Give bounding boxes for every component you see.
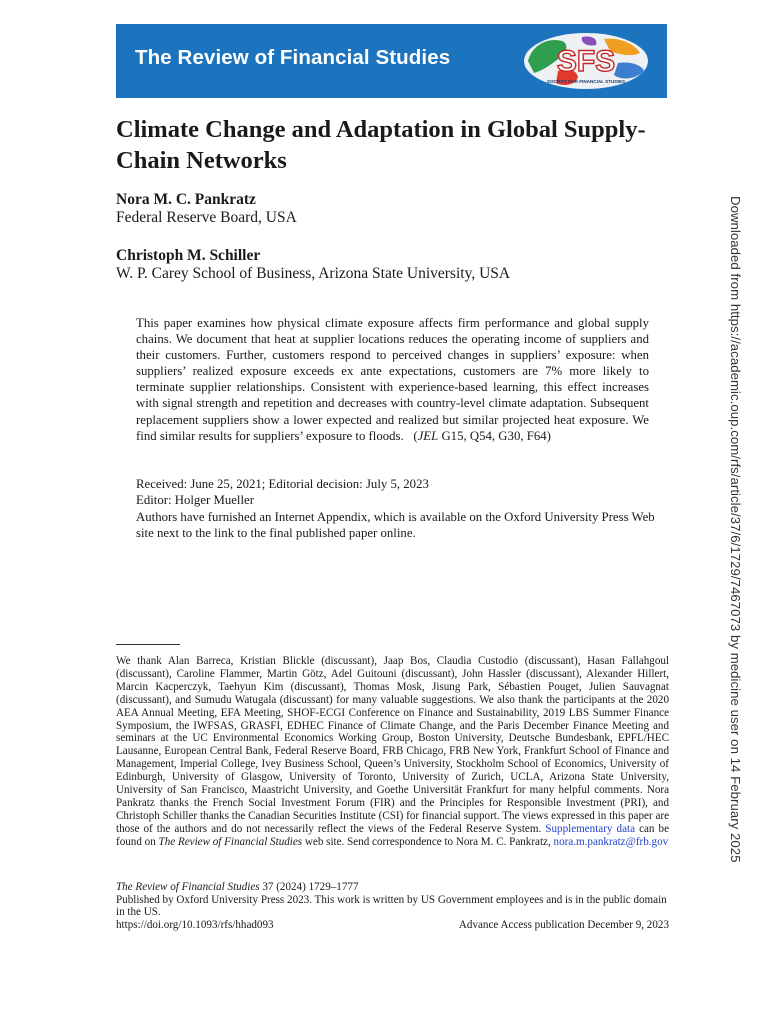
citation-line — [116, 881, 669, 894]
download-stamp-text: Downloaded from https://academic.oup.com/rfs/article/37/6/1729/7467073 by medicine user on 14 February 2025 — [728, 196, 743, 863]
publication-info — [116, 881, 669, 931]
internet-appendix-note: Authors have furnished an Internet Appendix, which is available on the Oxford University Press Web site next to the link to the final published paper online. — [136, 509, 655, 540]
journal-name: The Review of Financial Studies — [135, 46, 451, 69]
editorial-meta — [136, 476, 656, 541]
sfs-logo-text: SFS — [556, 45, 616, 78]
acknowledgments-text: We thank Alan Barreca, Kristian Blickle (discussant), Jaap Bos, Claudia Custodio (discussant), Hasan Fallahgoul (discussant), Caroline Flammer, Martin Götz, Adel Guitouni (discussant), John Hassler (discussant), Alexander Hillert, Marcin Kacperczyk, Taehyun Kim (discussant), Thomas Mosk, Jisung Park, Sébastien Pouget, Julien Sauvagnat (discussant), and Sumudu Watugala (discussant) for many valuable suggestions. We also thank the participants at the 2020 AEA Annual Meeting, EFA Meeting, SHOF-ECGI Conference on Finance and Sustainability, 2019 LBS Summer Finance Symposium, the IWFSAS, GRASFI, EDHEC Finance of Climate Change, and the Paris December Finance Meeting and seminars at the UC Environmental Economics Working Group, Boston University, Deutsche Bundesbank, EPFL/HEC Lausanne, European Central Bank, Federal Reserve Board, FRB Chicago, FRB New York, Frankfurt School of Finance and Management, Imperial College, Ivey Business School, Queen’s University, Stockholm School of Economics, University of Edinburgh, University of Glasgow, University of Toronto, University of Zurich, UCLA, Arizona State University, University of San Francisco, Maastricht University, and Goethe Universität Frankfurt for many helpful comments. Nora Pankratz thanks the French Social Investment Forum (FIR) and the Principles for Responsible Investment (PRI), and Christoph Schiller thanks the Canadian Securities Institute (CSI) for financial support. The views expressed in this paper are those of the authors and do not necessarily reflect the views of the Federal Reserve System. — [116, 655, 669, 835]
abstract-text: This paper examines how physical climate exposure affects firm performance and global supply chains. We document that heat at supplier locations reduces the operating income of suppliers and their customers. Further, customers respond to perceived changes in suppliers’ exposure: when suppliers’ realized exposure exceeds ex ante expectations, customers are 7% more likely to terminate supplier relationships. Consistent with experience-based learning, this effect increases with signal strength and repetition and decreases with country-level climate adaptation. Subsequent replacement suppliers show a lower expected and realized but similar projected heat exposure. We find similar results for suppliers’ exposure to floods. — [136, 316, 649, 443]
sfs-logo — [522, 31, 650, 91]
supplementary-data-link[interactable]: Supplementary data — [545, 822, 636, 835]
citation-volume: 37 (2024) 1729–1777 — [262, 881, 359, 893]
footnote-rule — [116, 644, 180, 645]
supplementary-journal: The Review of Financial Studies — [158, 835, 303, 848]
acknowledgments-footnote — [116, 655, 669, 849]
author-affiliation-2: W. P. Carey School of Business, Arizona State University, USA — [116, 265, 511, 282]
jel-codes: G15, Q54, G30, F64 — [441, 428, 547, 443]
advance-access-date: Advance Access publication December 9, 2023 — [458, 918, 669, 931]
correspondence-email-link[interactable]: nora.m.pankratz@frb.gov — [553, 835, 669, 848]
publisher-note: Published by Oxford University Press 2023. This work is written by US Government employees and is in the public domain in the US. — [116, 893, 667, 918]
author-name-2: Christoph M. Schiller — [116, 247, 261, 264]
supplementary-text-2: web site. Send correspondence to Nora M. C. Pankratz, — [304, 835, 551, 848]
jel-label: JEL — [417, 428, 439, 443]
author-name-1: Nora M. C. Pankratz — [116, 191, 256, 208]
supplementary-text-1: can be found on — [116, 822, 669, 848]
download-stamp — [726, 196, 746, 863]
abstract: This paper examines how physical climate exposure affects firm performance and global supply chains. We document that heat at supplier locations reduces the operating income of suppliers and their customers. Further, customers respond to perceived changes in suppliers’ exposure: when suppliers’ realized exposure exceeds ex ante expectations, customers are 7% more likely to terminate supplier relationships. Consistent with experience-based learning, this effect increases with signal strength and repetition and decreases with country-level climate adaptation. Subsequent replacement suppliers show a lower expected and realized but similar projected heat exposure. We find similar results for suppliers’ exposure to floods. (JEL G15, Q54, G30, F64) — [136, 316, 649, 443]
article-title: Climate Change and Adaptation in Global Supply-Chain Networks — [116, 116, 646, 174]
doi-row — [116, 919, 669, 932]
citation-journal: The Review of Financial Studies — [116, 881, 260, 893]
editor: Editor: Holger Mueller — [136, 493, 254, 508]
sfs-logo-subtext: SOCIETY FOR FINANCIAL STUDIES — [546, 79, 626, 84]
doi-link[interactable]: https://doi.org/10.1093/rfs/hhad093 — [116, 918, 274, 931]
received-date: Received: June 25, 2021; Editorial decision: July 5, 2023 — [136, 477, 429, 491]
author-affiliation-1: Federal Reserve Board, USA — [116, 209, 297, 226]
journal-banner — [116, 24, 667, 98]
